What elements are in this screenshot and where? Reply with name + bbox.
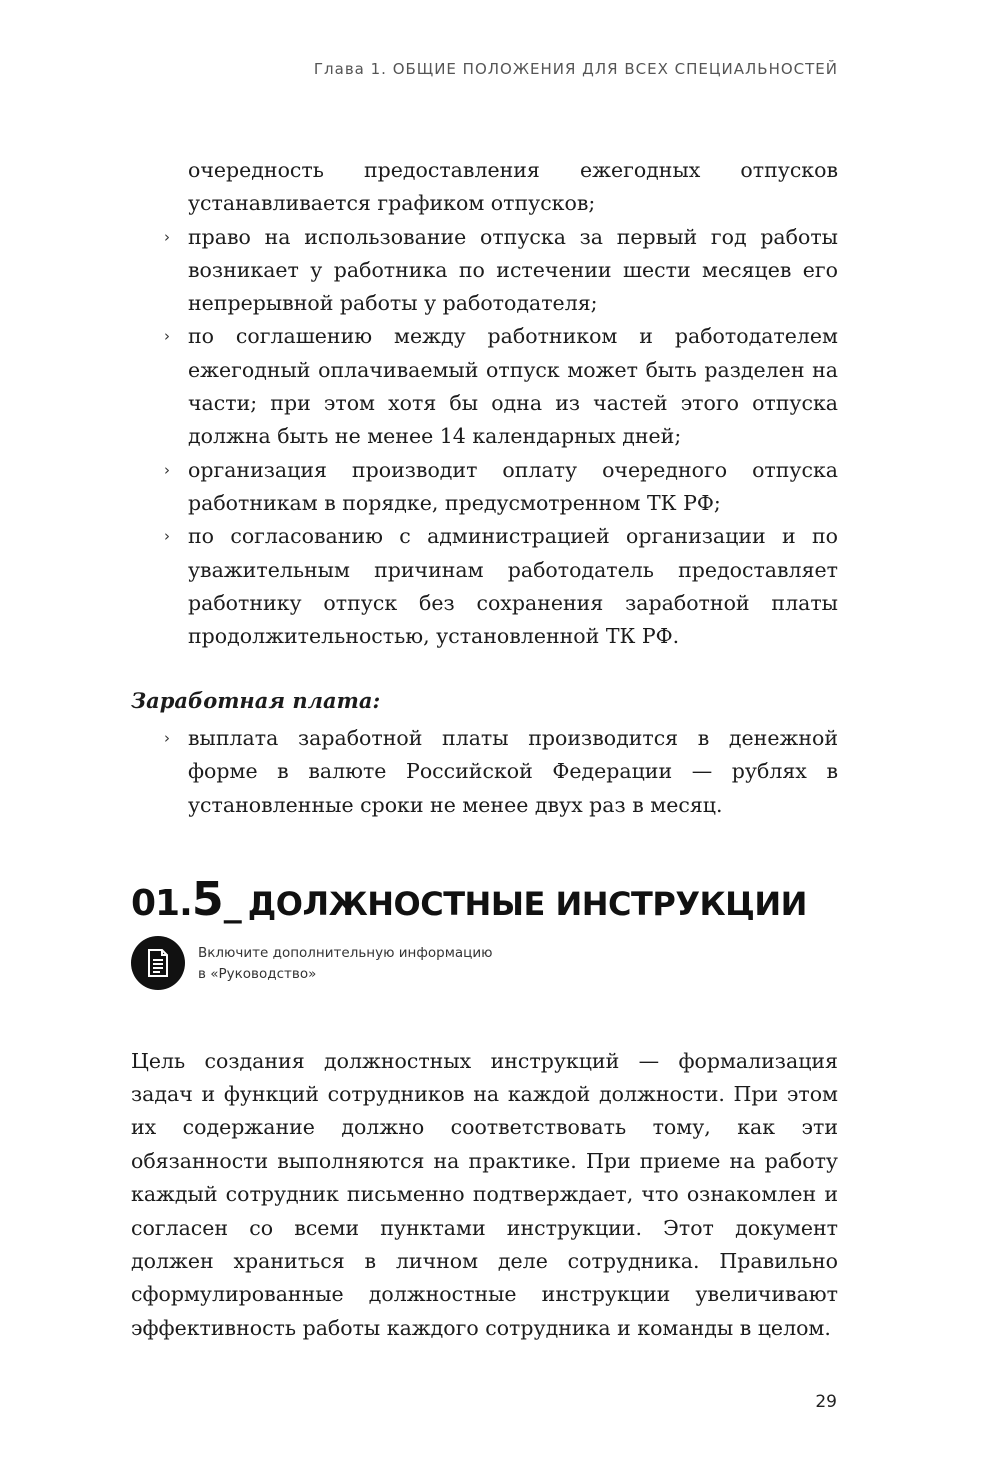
list-item <box>164 320 838 453</box>
section-title <box>131 872 807 926</box>
bullet-arrow-icon: › <box>164 227 170 246</box>
bullet-arrow-icon: › <box>164 527 170 546</box>
list-item <box>164 722 838 822</box>
section-title-text: ДОЛЖНОСТНЫЕ ИНСТРУКЦИИ <box>247 885 807 923</box>
guide-note <box>131 936 631 992</box>
bullet-arrow-icon: › <box>164 729 170 747</box>
section-number-prefix: 01. <box>131 883 192 924</box>
note-line-1: Включите дополнительную информацию <box>198 945 493 961</box>
section-separator: _ <box>223 883 242 924</box>
list-item <box>164 454 838 521</box>
salary-heading: Заработная плата: <box>131 688 381 713</box>
list-item-text: выплата заработной платы производится в денежной форме в валюте Российской Федерации — рублях в установленные сроки не менее двух раз в месяц. <box>188 726 838 817</box>
page-number: 29 <box>815 1392 837 1412</box>
section-number: 5 <box>191 872 224 926</box>
bullet-arrow-icon: › <box>164 327 170 346</box>
list-item-text: право на использование отпуска за первый год работы возникает у работника по истечении шести месяцев его непрерывной работы у работодателя; <box>188 224 838 316</box>
continuation-text: очередность предоставления ежегодных отпусков устанавливается графиком отпусков; <box>188 158 838 216</box>
list-item-text: по соглашению между работником и работодателем ежегодный оплачиваемый отпуск может быть разделен на части; при этом хотя бы одна из частей этого отпуска должна быть не менее 14 календарных дней; <box>188 324 838 449</box>
list-item-text: по согласованию с администрацией организации и по уважительным причинам работодатель предоставляет работнику отпуск без сохранения заработной платы продолжительностью, установленной ТК РФ. <box>188 524 838 649</box>
document-icon <box>131 936 185 990</box>
section-paragraph: Цель создания должностных инструкций — формализация задач и функций сотрудников на каждой должности. При этом их содержание должно соответствовать тому, как эти обязанности выполняются на практике. При приеме на работу каждый сотрудник письменно подтверждает, что ознакомлен и согласен со всеми пунктами инструкции. Этот документ должен храниться в личном деле сотрудника. Правильно сформулированные должностные инструкции увеличивают эффективность работы каждого сотрудника и команды в целом. <box>131 1048 838 1340</box>
list-item <box>164 520 838 653</box>
note-line-2: в «Руководство» <box>198 966 317 982</box>
vacation-list <box>164 154 838 653</box>
salary-list <box>164 722 838 822</box>
list-item-text: организация производит оплату очередного отпуска работникам в порядке, предусмотренном ТК РФ; <box>188 457 838 515</box>
list-item <box>164 221 838 321</box>
note-text <box>198 943 618 985</box>
running-head: Глава 1. ОБЩИЕ ПОЛОЖЕНИЯ ДЛЯ ВСЕХ СПЕЦИАЛЬНОСТЕЙ <box>313 60 838 78</box>
bullet-arrow-icon: › <box>164 460 170 479</box>
